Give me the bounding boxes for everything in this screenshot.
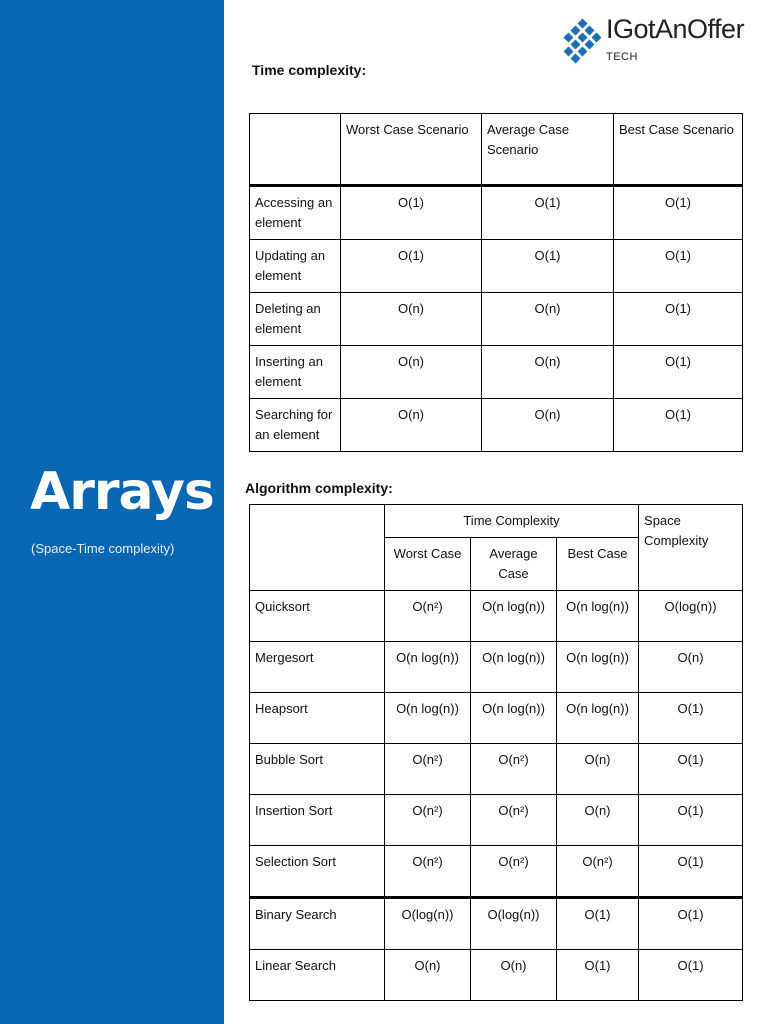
page-subtitle: (Space-Time complexity) [31, 541, 175, 556]
table-cell: O(n log(n)) [557, 591, 639, 642]
table-row [250, 744, 743, 795]
time-complexity-header: Time Complexity [385, 505, 639, 538]
table-cell: O(1) [557, 898, 639, 950]
table-cell: O(1) [341, 186, 482, 240]
table-corner-cell [250, 114, 341, 186]
table-cell: O(1) [341, 240, 482, 293]
row-label: Deleting an element [250, 293, 341, 346]
table-cell: O(1) [614, 399, 743, 452]
space-complexity-header: Space Complexity [639, 505, 743, 591]
table-cell: O(n) [557, 744, 639, 795]
table-cell: O(n log(n)) [471, 693, 557, 744]
row-label: Quicksort [250, 591, 385, 642]
table-cell: O(1) [614, 293, 743, 346]
table-row [250, 240, 743, 293]
table-cell: O(1) [482, 240, 614, 293]
table-cell: O(n) [482, 293, 614, 346]
row-label: Binary Search [250, 898, 385, 950]
logo [562, 14, 745, 68]
table-cell: O(1) [614, 346, 743, 399]
table-cell: O(n²) [471, 744, 557, 795]
table-cell: O(1) [639, 846, 743, 898]
col-header: Best Case Scenario [614, 114, 743, 186]
table-cell: O(1) [557, 950, 639, 1001]
logo-diamond-icon [562, 18, 604, 66]
table-cell: O(n log(n)) [385, 642, 471, 693]
row-label: Linear Search [250, 950, 385, 1001]
row-label: Mergesort [250, 642, 385, 693]
table-cell: O(1) [639, 950, 743, 1001]
table-row [250, 186, 743, 240]
logo-sub: TECH [606, 51, 638, 63]
table-cell: O(n log(n)) [557, 642, 639, 693]
table-row [250, 642, 743, 693]
row-label: Bubble Sort [250, 744, 385, 795]
table-cell: O(n²) [385, 744, 471, 795]
table-cell: O(log(n)) [639, 591, 743, 642]
table-cell: O(n²) [385, 846, 471, 898]
table-row [250, 846, 743, 898]
table-cell: O(n) [385, 950, 471, 1001]
table-cell: O(1) [639, 795, 743, 846]
table-cell: O(1) [482, 186, 614, 240]
row-label: Selection Sort [250, 846, 385, 898]
logo-name: IGotAnOffer [606, 14, 745, 44]
table-row [250, 591, 743, 642]
table-row [250, 293, 743, 346]
time-complexity-label: Time complexity: [252, 62, 367, 78]
table-row [250, 795, 743, 846]
table-cell: O(n log(n)) [385, 693, 471, 744]
table-cell: O(1) [639, 898, 743, 950]
table-cell: O(n log(n)) [557, 693, 639, 744]
col-header: Best Case [557, 538, 639, 591]
table-header-row [250, 505, 743, 538]
table-cell: O(1) [614, 186, 743, 240]
table-cell: O(n²) [471, 846, 557, 898]
table-cell: O(n) [639, 642, 743, 693]
sidebar [0, 0, 224, 1024]
table-cell: O(n) [341, 346, 482, 399]
table-cell: O(n log(n)) [471, 642, 557, 693]
table-corner-cell [250, 505, 385, 591]
row-label: Accessing an element [250, 186, 341, 240]
algorithm-complexity-label: Algorithm complexity: [245, 480, 393, 496]
table-row [250, 693, 743, 744]
page-title: Arrays [30, 462, 214, 522]
table-cell: O(n) [341, 399, 482, 452]
table-cell: O(n²) [471, 795, 557, 846]
row-label: Updating an element [250, 240, 341, 293]
table-row [250, 346, 743, 399]
col-header: Average Case [471, 538, 557, 591]
table-header-row [250, 114, 743, 186]
table-cell: O(n log(n)) [471, 591, 557, 642]
time-complexity-table [249, 113, 743, 452]
row-label: Heapsort [250, 693, 385, 744]
table-cell: O(n²) [385, 591, 471, 642]
table-cell: O(n) [482, 399, 614, 452]
table-cell: O(1) [614, 240, 743, 293]
table-cell: O(n) [482, 346, 614, 399]
table-cell: O(log(n)) [385, 898, 471, 950]
table-row [250, 399, 743, 452]
table-cell: O(log(n)) [471, 898, 557, 950]
col-header: Worst Case [385, 538, 471, 591]
table-cell: O(n) [557, 795, 639, 846]
table-cell: O(n²) [557, 846, 639, 898]
table-row [250, 950, 743, 1001]
table-cell: O(n²) [385, 795, 471, 846]
row-label: Inserting an element [250, 346, 341, 399]
col-header: Average Case Scenario [482, 114, 614, 186]
table-row [250, 898, 743, 950]
row-label: Searching for an element [250, 399, 341, 452]
row-label: Insertion Sort [250, 795, 385, 846]
table-cell: O(1) [639, 693, 743, 744]
algorithm-complexity-table [249, 504, 743, 1001]
table-cell: O(n) [341, 293, 482, 346]
col-header: Worst Case Scenario [341, 114, 482, 186]
table-cell: O(1) [639, 744, 743, 795]
table-cell: O(n) [471, 950, 557, 1001]
